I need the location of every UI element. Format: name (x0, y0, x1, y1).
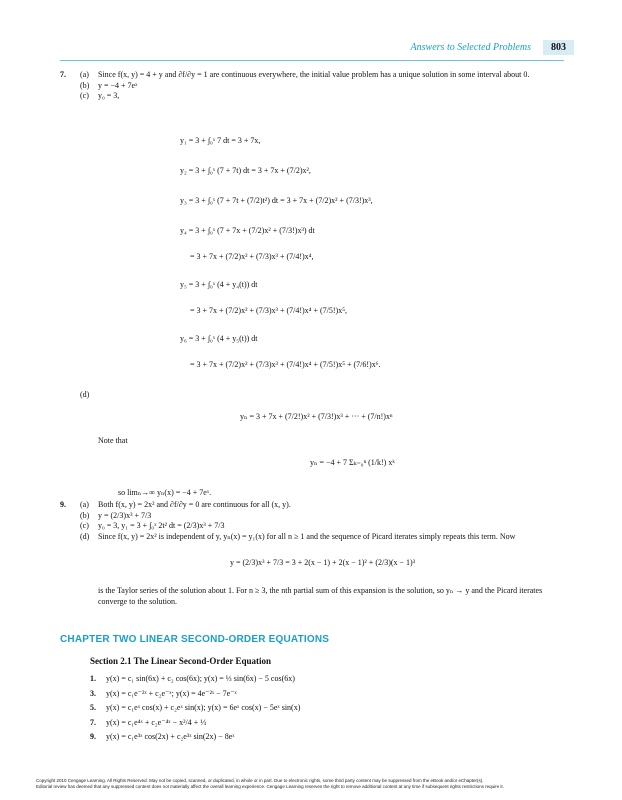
problem-number: 9. (60, 500, 66, 509)
answer-item (90, 716, 300, 731)
problem-9b (60, 511, 580, 522)
equation: y₂ = 3 + ∫₀ˣ (7 + 7t) dt = 3 + 7x + (7/2)x², (180, 166, 311, 175)
part-text: y₀ = 3, (98, 91, 120, 100)
equation: = 3 + 7x + (7/2)x² + (7/3)x³ + (7/4!)x⁴ + (7/5!)x⁵ + (7/6!)x⁶. (190, 360, 381, 369)
problem-7b (60, 81, 580, 92)
answer-text: y(x) = c₁e⁴ˣ + c₂e⁻⁴ˣ − x²/4 + ⅓ (106, 717, 207, 727)
problem-7d (80, 390, 98, 401)
equation: y₄ = 3 + ∫₀ˣ (7 + 7x + (7/2)x² + (7/3!)x³) dt (180, 226, 315, 235)
part-text: Since f(x, y) = 2x² is independent of y, yₙ(x) = y₁(x) for all n ≥ 1 and the sequence of Picard iterates simply repeats this term. Now (98, 531, 516, 541)
equation: = 3 + 7x + (7/2)x² + (7/3)x³ + (7/4!)x⁴, (190, 252, 314, 261)
answer-text: y(x) = c₁e⁻²ˣ + c₂e⁻ˣ; y(x) = 4e⁻²ˣ − 7e⁻ˣ (106, 688, 237, 698)
closing-text: is the Taylor series of the solution about 1. For n ≥ 3, the nth partial sum of this expansion is the solution, so yₙ → y and the Picard iterates converge to the solution. (98, 586, 543, 606)
equation: yₙ = −4 + 7 Σₖ₌₀ⁿ (1/k!) xᵏ (310, 458, 395, 467)
header-rule (60, 60, 564, 61)
answer-text: y(x) = c₁e³ˣ cos(2x) + c₂e³ˣ sin(2x) − 8eˣ (106, 732, 235, 741)
problem-9c (60, 521, 580, 532)
answer-number: 3. (90, 688, 96, 698)
answer-number: 5. (90, 703, 96, 712)
part-label: (c) (80, 91, 89, 100)
part-label: (c) (80, 521, 89, 530)
equation: yₙ = 3 + 7x + (7/2!)x² + (7/3!)x³ + ··· + (7/n!)xⁿ (240, 412, 393, 421)
part-text: Since f(x, y) = 4 + y and ∂f/∂y = 1 are continuous everywhere, the initial value problem has a unique solution in some interval about 0. (98, 70, 530, 79)
answer-number: 9. (90, 732, 96, 741)
equation: = 3 + 7x + (7/2)x² + (7/3)x³ + (7/4!)x⁴ + (7/5!)x⁵, (190, 306, 347, 315)
footer-line: Editorial review has deemed that any suppressed content does not materially affect the overall learning experience. Cengage Learning reserves the right to remove additional content at any time if subsequent rights restrictions require it. (36, 784, 504, 789)
part-text: y = −4 + 7eˣ (98, 80, 138, 90)
part-text: Both f(x, y) = 2x² and ∂f/∂y = 0 are continuous for all (x, y). (98, 500, 291, 509)
answer-item (90, 701, 300, 716)
problem-7-block (60, 70, 580, 606)
equation: y₅ = 3 + ∫₀ˣ (4 + y₄(t)) dt (180, 280, 258, 289)
part-label: (b) (80, 510, 90, 520)
answer-item (90, 730, 300, 745)
answer-number: 1. (90, 674, 96, 683)
equation: y₆ = 3 + ∫₀ˣ (4 + y₅(t)) dt (180, 334, 258, 343)
footer-line: Copyright 2010 Cengage Learning. All Rights Reserved. May not be copied, scanned, or duplicated, in whole or in part. Due to electronic rights, some third party content may be suppressed from the eBook and/or eChapter(s). (36, 778, 484, 783)
part-label: (d) (80, 390, 90, 399)
answer-text: y(x) = c₁eˣ cos(x) + c₂eˣ sin(x); y(x) = 6eˣ cos(x) − 5eˣ sin(x) (106, 703, 301, 712)
section-heading: Section 2.1 The Linear Second-Order Equation (90, 656, 272, 666)
part-label: (b) (80, 80, 90, 90)
equation: y₃ = 3 + ∫₀ˣ (7 + 7t + (7/2)t²) dt = 3 + 7x + (7/2)x² + (7/3!)x³, (180, 196, 373, 205)
part-text: y = (2/3)x³ + 7/3 (98, 510, 152, 520)
copyright-footer (36, 778, 596, 790)
answer-number: 7. (90, 717, 96, 727)
problem-9-block (60, 500, 580, 606)
part-text: y₀ = 3, y₁ = 3 + ∫₀ˣ 2t² dt = (2/3)x³ + 7/3 (98, 521, 225, 530)
equation: y₁ = 3 + ∫₀ˣ 7 dt = 3 + 7x, (180, 136, 261, 145)
chapter-heading: CHAPTER TWO LINEAR SECOND-ORDER EQUATIONS (60, 634, 330, 645)
page-number: 803 (543, 40, 574, 55)
answers-list (90, 672, 300, 745)
note-text: Note that (98, 436, 128, 445)
part-label: (a) (80, 70, 89, 79)
problem-9a (60, 500, 580, 511)
running-head (411, 38, 574, 56)
problem-9d (60, 532, 580, 543)
part-label: (a) (80, 500, 89, 509)
answer-item (90, 672, 300, 687)
answer-text: y(x) = c₁ sin(6x) + c₂ cos(6x); y(x) = ⅓ sin(6x) − 5 cos(6x) (106, 674, 295, 683)
problem-7c (60, 91, 580, 102)
running-head-title: Answers to Selected Problems (410, 41, 531, 53)
answer-item (90, 687, 300, 702)
equation: y = (2/3)x³ + 7/3 = 3 + 2(x − 1) + 2(x − 1)² + (2/3)(x − 1)³ (230, 558, 416, 567)
problem-number: 7. (60, 70, 66, 79)
part-label: (d) (80, 531, 90, 541)
limit-text: so limₙ→∞ yₙ(x) = −4 + 7eˣ. (118, 488, 212, 497)
problem-7a (60, 70, 580, 81)
